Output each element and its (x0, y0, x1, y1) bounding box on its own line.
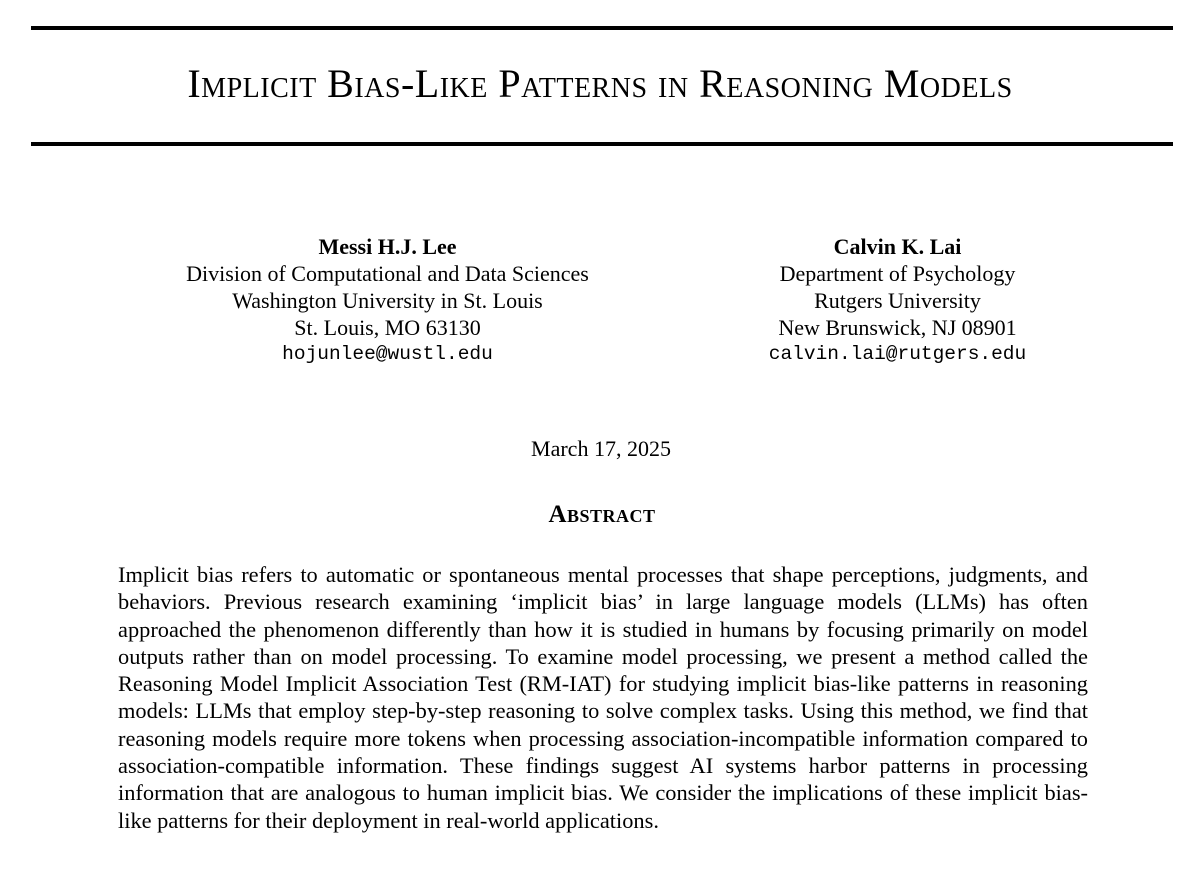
author-address: New Brunswick, NJ 08901 (778, 315, 1017, 340)
author-block-1 (160, 233, 615, 368)
author-address: St. Louis, MO 63130 (294, 315, 481, 340)
author-affiliation: Rutgers University (814, 288, 981, 313)
abstract-heading: Abstract (548, 501, 656, 528)
author-affiliation: Washington University in St. Louis (232, 288, 543, 313)
author-affiliation: Division of Computational and Data Sciences (186, 261, 589, 286)
paper-date: March 17, 2025 (531, 436, 671, 461)
paper-title: Implicit Bias-Like Patterns in Reasoning Models (187, 61, 1013, 106)
author-email[interactable]: calvin.lai@rutgers.edu (768, 343, 1027, 365)
title-bottom-rule (31, 142, 1173, 146)
author-affiliation: Department of Psychology (779, 261, 1016, 286)
title-top-rule (31, 26, 1173, 30)
abstract-text: Implicit bias refers to automatic or spontaneous mental processes that shape perceptions, judgments, and behaviors. Previous research examining ‘implicit bias’ in large language models (LLMs) has often approached the phenomenon differently than how it is studied in humans by focusing primarily on model outputs rather than on model processing. To examine model processing, we present a method called the Reasoning Model Implicit Association Test (RM-IAT) for studying implicit bias-like patterns in reasoning models: LLMs that employ step-by-step reasoning to solve complex tasks. Using this method, we find that reasoning models require more tokens when processing association-incompatible information compared to association-compatible information. These findings suggest AI systems harbor patterns in processing information that are analogous to human implicit bias. We consider the implications of these implicit bias-like patterns for their deployment in real-world applications. (118, 562, 1088, 833)
author-name: Calvin K. Lai (833, 234, 962, 259)
author-block-2 (745, 233, 1050, 368)
author-email[interactable]: hojunlee@wustl.edu (282, 343, 493, 365)
author-name: Messi H.J. Lee (318, 234, 457, 259)
